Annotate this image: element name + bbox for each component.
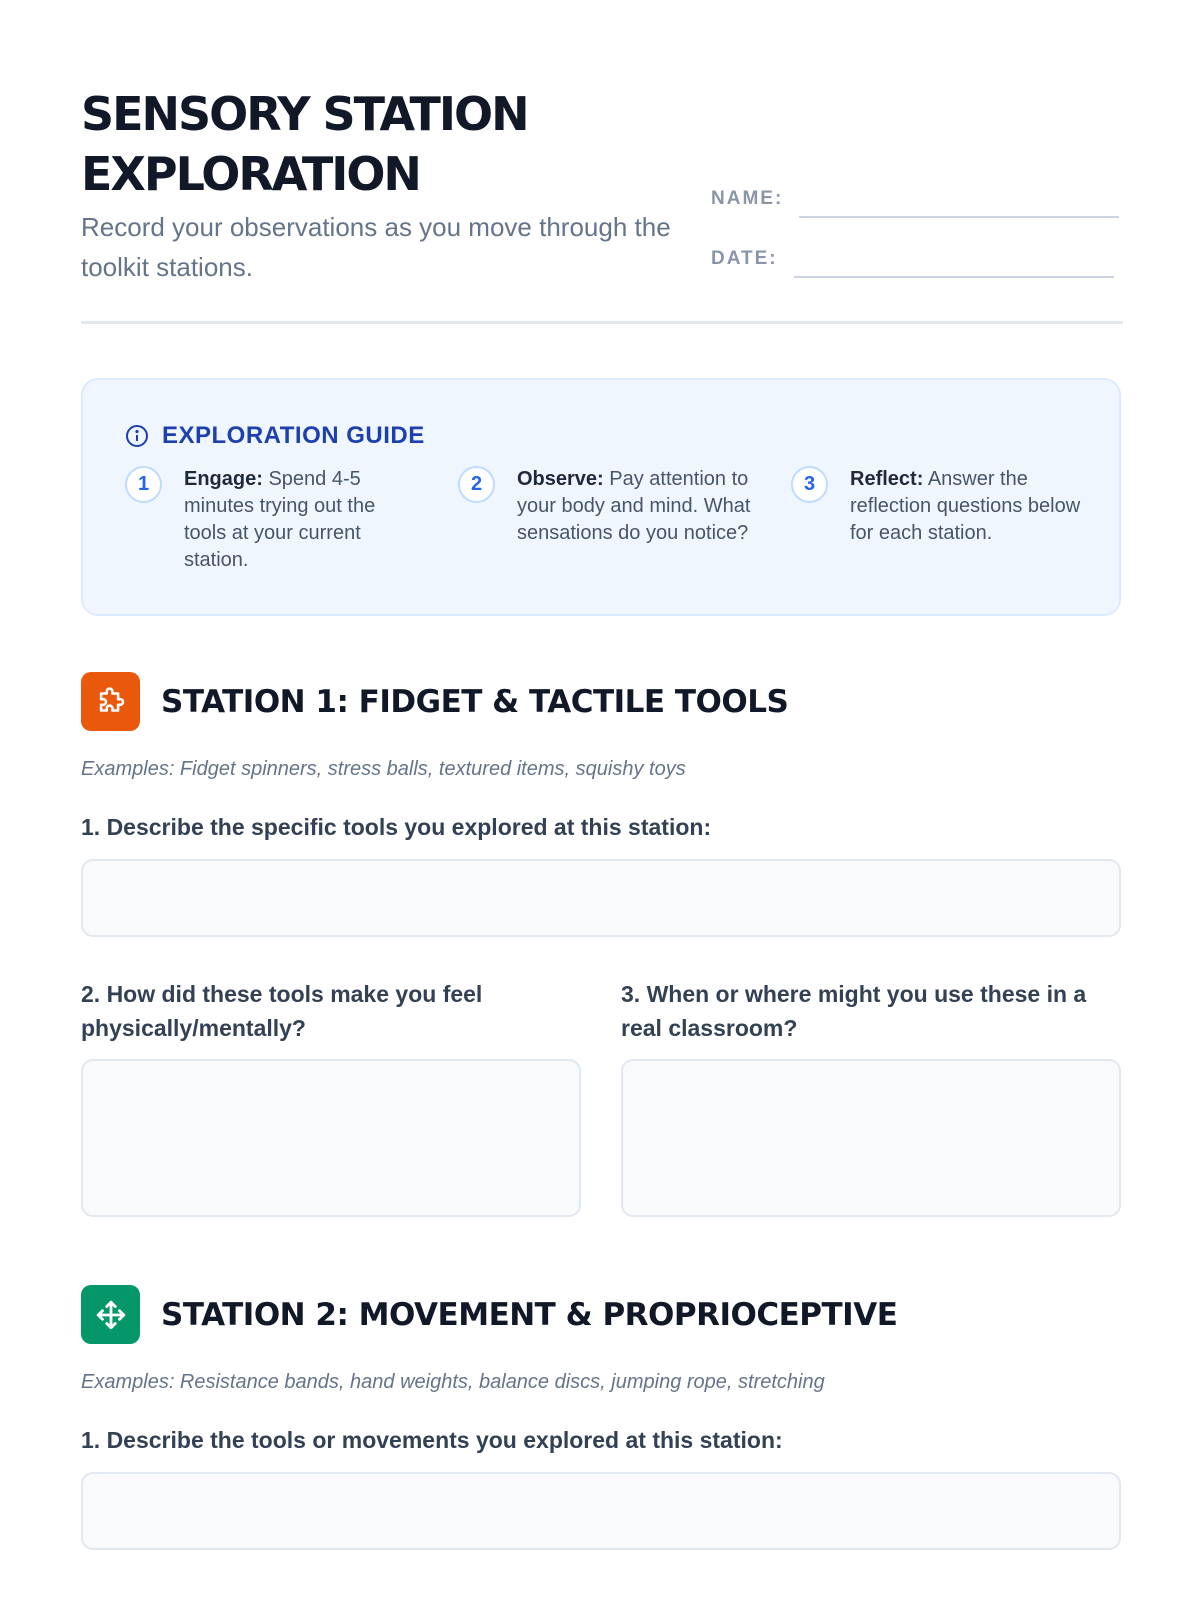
page-subtitle: Record your observations as you move through the toolkit stations. — [81, 212, 671, 282]
question-label: 2. How did these tools make you feel physically/mentally? — [81, 981, 483, 1041]
guide-step — [125, 466, 414, 574]
guide-heading — [125, 422, 425, 450]
date-input-line[interactable] — [794, 274, 1114, 278]
answer-box[interactable] — [81, 859, 1121, 937]
name-label: NAME: — [711, 188, 784, 209]
station-2-header — [81, 1285, 897, 1344]
name-input-line[interactable] — [799, 214, 1119, 218]
question-label: 1. Describe the tools or movements you explored at this station: — [81, 1427, 783, 1453]
info-circle-icon — [125, 424, 149, 448]
step-number: 1 — [125, 466, 162, 503]
date-label: DATE: — [711, 248, 778, 269]
move-arrows-icon — [81, 1285, 140, 1344]
step-description: Spend 4-5 minutes trying out the tools at your current station. — [184, 468, 376, 571]
step-description: Answer the reflection questions below for each station. — [850, 468, 1081, 544]
exploration-guide — [81, 378, 1121, 616]
station-1-examples: Examples: Fidget spinners, stress balls, textured items, squishy toys — [81, 758, 686, 780]
question-label: 1. Describe the specific tools you explored at this station: — [81, 814, 712, 840]
guide-step — [458, 466, 757, 547]
step-text — [184, 466, 414, 574]
worksheet-header — [81, 84, 1121, 324]
station-1-header — [81, 672, 788, 731]
station-title: STATION 1: FIDGET & TACTILE TOOLS — [161, 683, 789, 720]
page-title: SENSORY STATION EXPLORATION — [81, 87, 528, 201]
header-divider — [81, 321, 1123, 324]
answer-box[interactable] — [621, 1059, 1121, 1217]
step-text — [517, 466, 757, 547]
question-label: 3. When or where might you use these in a real classroom? — [621, 981, 1087, 1041]
step-number: 2 — [458, 466, 495, 503]
step-description: Pay attention to your body and mind. What sensations do you notice? — [517, 468, 751, 544]
step-number: 3 — [791, 466, 828, 503]
step-text — [850, 466, 1090, 547]
guide-step — [791, 466, 1090, 547]
name-field — [711, 188, 1119, 210]
puzzle-piece-icon — [81, 672, 140, 731]
station-2-examples: Examples: Resistance bands, hand weights, balance discs, jumping rope, stretching — [81, 1371, 825, 1393]
answer-box[interactable] — [81, 1059, 581, 1217]
answer-box[interactable] — [81, 1472, 1121, 1550]
step-keyword: Observe: — [517, 468, 604, 490]
date-field — [711, 248, 1114, 270]
station-title: STATION 2: MOVEMENT & PROPRIOCEPTIVE — [161, 1296, 898, 1333]
guide-title: EXPLORATION GUIDE — [162, 422, 425, 449]
step-keyword: Reflect: — [850, 468, 924, 490]
step-keyword: Engage: — [184, 468, 263, 490]
